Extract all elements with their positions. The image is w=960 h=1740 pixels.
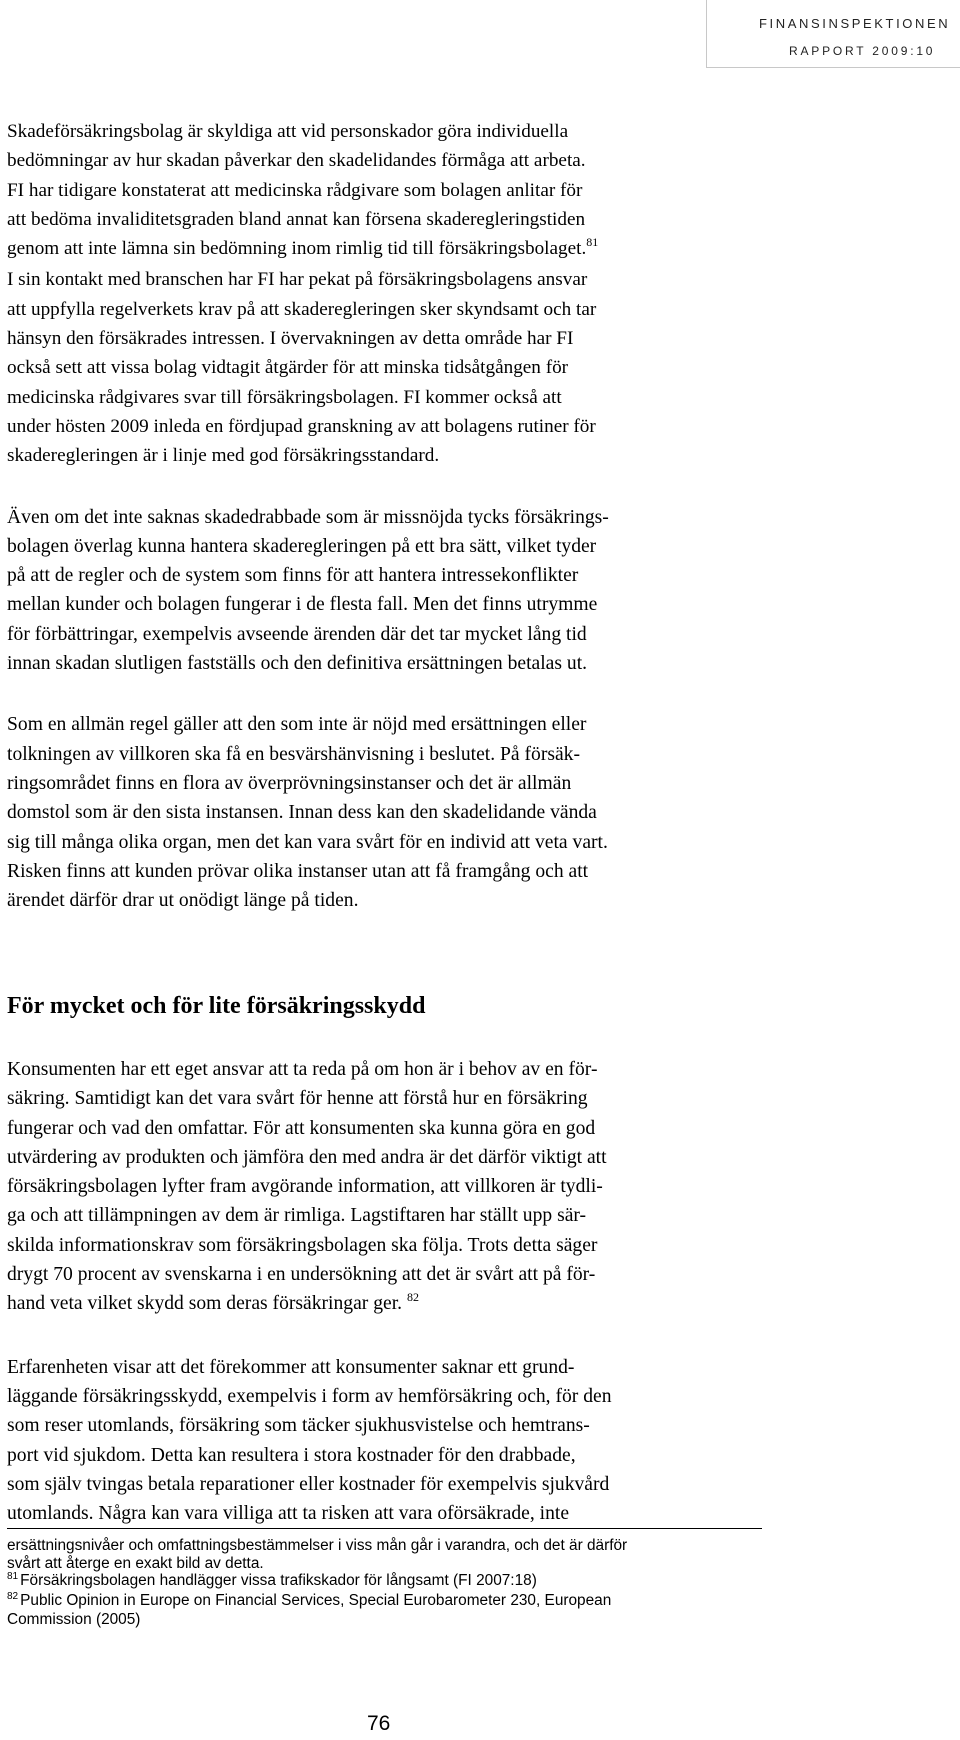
- running-header: [706, 0, 960, 68]
- header-report-number: RAPPORT 2009:10: [789, 44, 936, 58]
- footnote-ref-81[interactable]: 81: [586, 235, 599, 250]
- paragraph-1: Skadeförsäkringsbolag är skyldiga att vid personskador göra individuella bedömningar av hur skadan påverkar den skadelidandes förmåga att arbeta. FI har tidigare konstaterat att medicinska rådgivare som bolagen anlitar för att bedöma invaliditetsgraden bland annat kan försena skaderegleringstiden genom att inte lämna sin bedömning inom rimlig tid till försäkringsbolaget.$^{81}$ I sin kontakt med branschen har FI har pekat på försäkringsbolagens ansvar att uppfylla regelverkets krav på att skaderegleringen sker skyndsamt och tar hänsyn den försäkrades intressen. I övervakningen av detta område har FI också sett att vissa bolag vidtagit åtgärder för att minska tidsåtgången för medicinska rådgivares svar till försäkringsbolagen. FI kommer också att under hösten 2009 inleda en fördjupad granskning av att bolagens rutiner för skaderegleringen är i linje med god försäkringsstandard.: [7, 121, 599, 467]
- footnote-81: $^{81}$ Försäkringsbolagen handlägger vissa trafikskador för långsamt (FI 2007:18): [7, 1571, 537, 1589]
- footnote-82: $^{82}$ Public Opinion in Europe on Financial Services, Special Eurobarometer 230, European: [7, 1590, 612, 1609]
- footnote-divider: [7, 1528, 762, 1529]
- header-organization: FINANSINSPEKTIONEN: [759, 16, 951, 31]
- paragraph-3: Som en allmän regel gäller att den som inte är nöjd med ersättningen eller tolkningen av villkoren ska få en besvärshänvisning i beslutet. På försäk- ringsområdet finns en flora av överprövningsinstanser och det är allmän domstol som är den sista instansen. Innan dess kan den skadelidande vända sig till många olika organ, men det kan vara svårt för en individ att veta vart. Risken finns att kunden prövar olika instanser utan att få framgång och att ärendet därför drar ut onödigt länge på tiden.: [7, 714, 608, 912]
- footnote-ref-82[interactable]: 82: [406, 1290, 419, 1305]
- paragraph-4: Konsumenten har ett eget ansvar att ta reda på om hon är i behov av en för- säkring. Samtidigt kan det vara svårt för henne att förstå hur en försäkring fungerar och vad den omfattar. För att konsumenten ska kunna göra en god utvärdering av produkten och jämföra den med andra är det därför viktigt att försäkringsbolagen lyfter fram avgörande information, att villkoren är tydli- ga och att tillämpningen av dem är rimliga. Lagstiftaren har ställt upp sär- skilda informationskrav som försäkringsbolagen ska följa. Trots detta säger drygt 70 procent av svenskarna i en undersökning att det är svårt att på för- hand veta vilket skydd som deras försäkringar ger. $^{82}$: [7, 1059, 607, 1315]
- paragraph-2: Även om det inte saknas skadedrabbade som är missnöjda tycks försäkrings- bolagen överlag kunna hantera skaderegleringen på ett bra sätt, vilket tyder på att de regler och de system som finns för att hantera intressekonflikter mellan kunder och bolagen fungerar i de flesta fall. Men det finns utrymme för förbättringar, exempelvis avseende ärenden där det tar mycket lång tid innan skadan slutligen fastställs och den definitiva ersättningen betalas ut.: [7, 506, 609, 675]
- section-1: [7, 117, 762, 915]
- footnote-continued: ersättningsnivåer och omfattningsbestämmelser i viss mån går i varandra, och det är därför: [7, 1537, 628, 1554]
- page-number: 76: [367, 1712, 391, 1735]
- paragraph-5: Erfarenheten visar att det förekommer att konsumenter saknar ett grund- läggande försäkringsskydd, exempelvis i form av hemförsäkring och, för den som reser utomlands, försäkring som täcker sjukhusvistelse och hemtrans- port vid sjukdom. Detta kan resultera i stora kostnader för den drabbade, som själv tvingas betala reparationer eller kostnader för exempelvis sjukvård utomlands. Några kan vara villiga att ta risken att vara oförsäkrade, inte: [7, 1356, 612, 1525]
- footnotes: [7, 1537, 762, 1629]
- footnote-continued: svårt att återge en exakt bild av detta.: [7, 1554, 264, 1572]
- section-2: [7, 1055, 762, 1528]
- footnote-82-continued: Commission (2005): [7, 1611, 141, 1628]
- section-heading: För mycket och för lite försäkringsskydd: [7, 993, 426, 1019]
